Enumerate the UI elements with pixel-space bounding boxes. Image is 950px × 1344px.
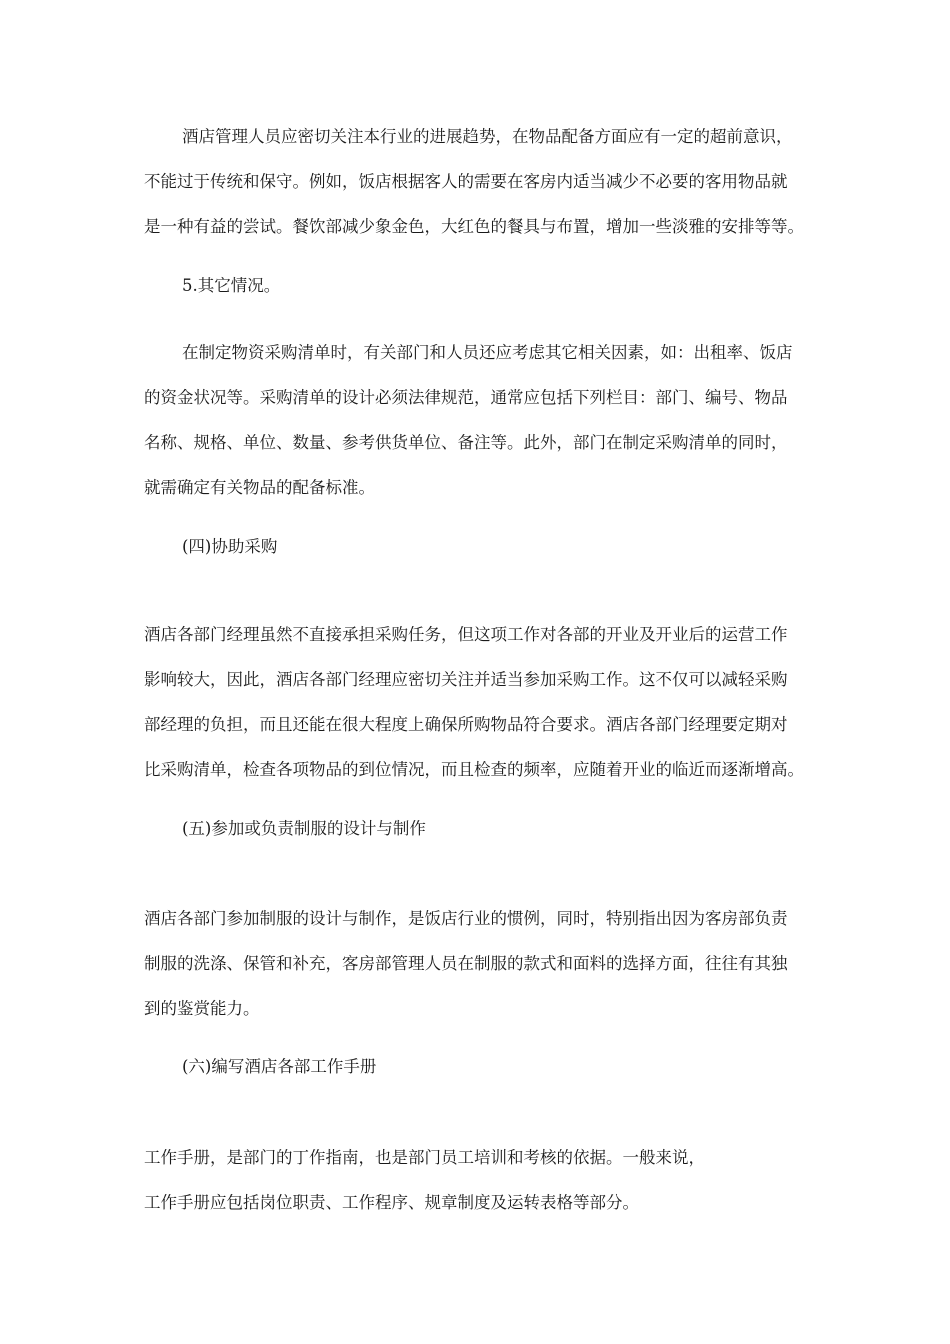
heading-assist-purchase (182, 524, 846, 569)
text-line: 酒店各部门参加制服的设计与制作，是饭店行业的惯例，同时，特别指出因为客房部负责 (144, 909, 788, 928)
text-line: 工作手册应包括岗位职责、工作程序、规章制度及运转表格等部分。 (144, 1193, 639, 1212)
text-line: 的资金状况等。采购清单的设计必须法律规范，通常应包括下列栏目：部门、编号、物品 (144, 388, 788, 407)
text-line: 工作手册，是部门的丁作指南，也是部门员工培训和考核的依据。一般来说， (144, 1148, 705, 1167)
heading-other-situations (182, 263, 846, 308)
heading-work-manual (182, 1044, 846, 1089)
text-line: 到的鉴赏能力。 (144, 999, 260, 1018)
paragraph-work-manual (144, 1135, 808, 1225)
text-line: 部经理的负担，而且还能在很大程度上确保所购物品符合要求。酒店各部门经理要定期对 (144, 715, 788, 734)
paragraph-department-managers (144, 612, 808, 792)
text-line: 是一种有益的尝试。餐饮部减少象金色，大红色的餐具与布置，增加一些淡雅的安排等等。 (144, 217, 804, 236)
text-line: 就需确定有关物品的配备标准。 (144, 478, 375, 497)
text-line: 在制定物资采购清单时，有关部门和人员还应考虑其它相关因素，如：出租率、饭店 (182, 343, 793, 362)
paragraph-purchase-list (144, 330, 808, 510)
text-line: 酒店管理人员应密切关注本行业的进展趋势，在物品配备方面应有一定的超前意识， (182, 127, 793, 146)
text-line: 酒店各部门经理虽然不直接承担采购任务，但这项工作对各部的开业及开业后的运营工作 (144, 625, 788, 644)
text-line: 制服的洗涤、保管和补充，客房部管理人员在制服的款式和面料的选择方面，往往有其独 (144, 954, 788, 973)
paragraph-uniform (144, 896, 808, 1031)
text-line: 影响较大，因此，酒店各部门经理应密切关注并适当参加采购工作。这不仅可以减轻采购 (144, 670, 788, 689)
text-line: 不能过于传统和保守。例如，饭店根据客人的需要在客房内适当减少不必要的客用物品就 (144, 172, 788, 191)
heading-uniform-design (182, 806, 846, 851)
text-line: 比采购清单，检查各项物品的到位情况，而且检查的频率，应随着开业的临近而逐渐增高。 (144, 760, 804, 779)
heading-text: (四)协助采购 (182, 537, 278, 556)
heading-text: (六)编写酒店各部工作手册 (182, 1057, 377, 1076)
paragraph-trend (144, 114, 808, 249)
heading-text: 5.其它情况。 (182, 276, 281, 295)
heading-text: (五)参加或负责制服的设计与制作 (182, 819, 426, 838)
text-line: 名称、规格、单位、数量、参考供货单位、备注等。此外，部门在制定采购清单的同时， (144, 433, 788, 452)
